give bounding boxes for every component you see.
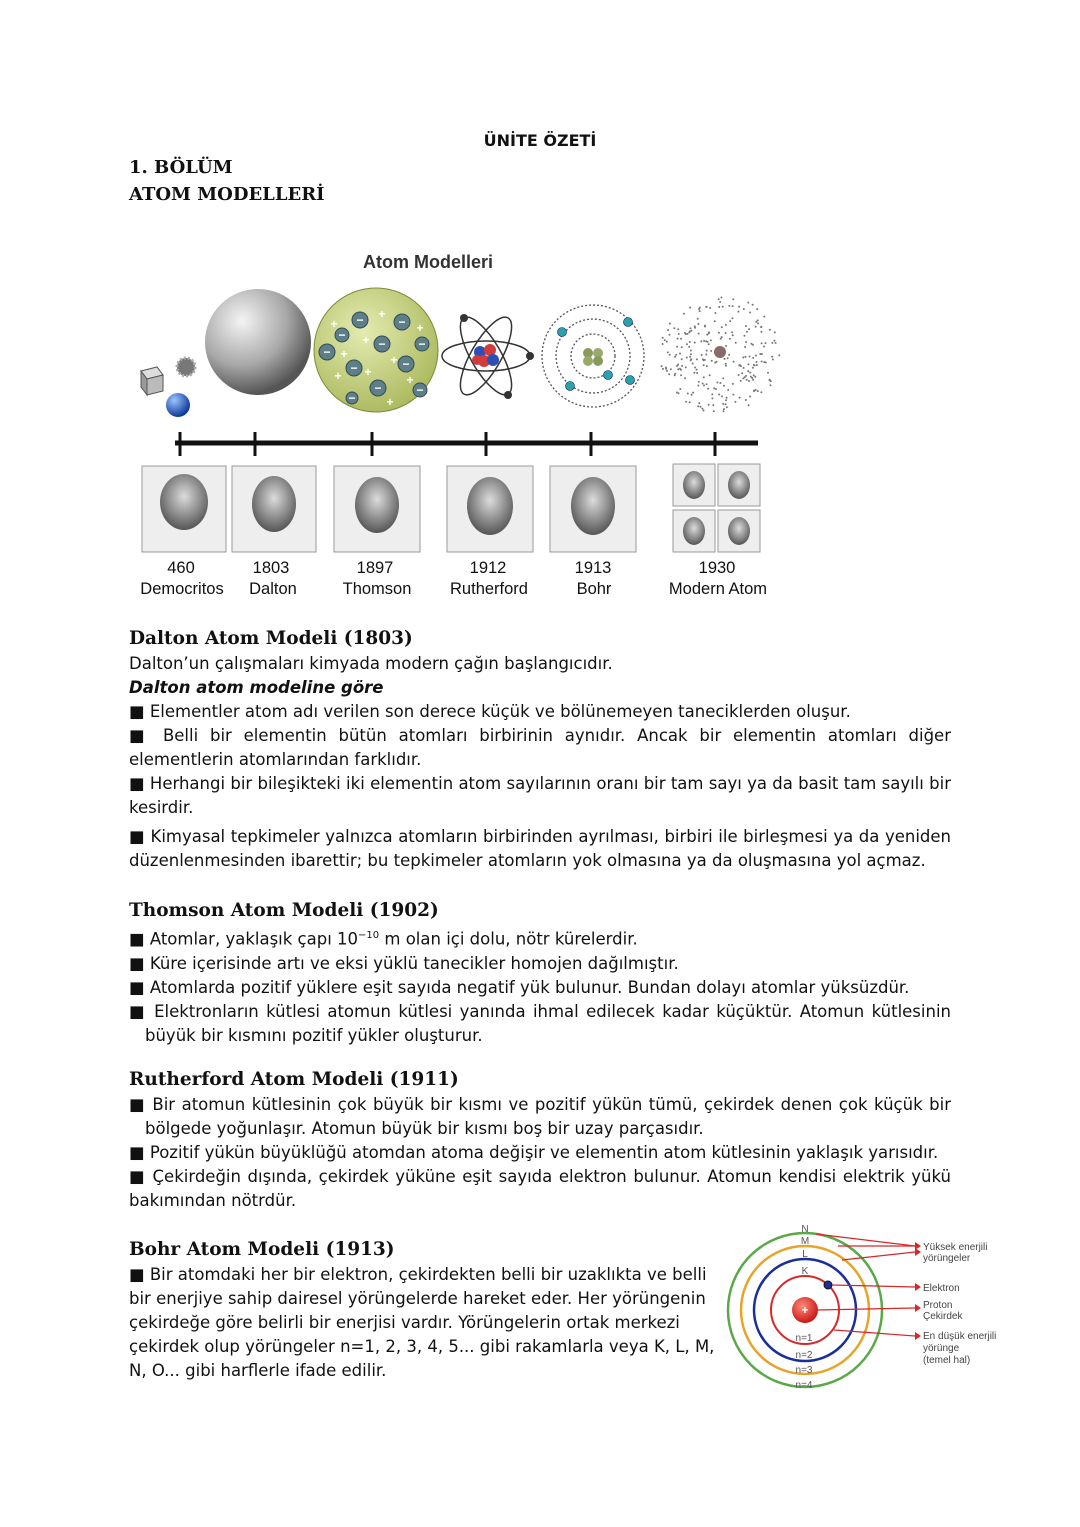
bohr-model	[542, 305, 644, 407]
dalton-intro: Dalton’un çalışmaları kimyada modern çağın başlangıcıdır.	[129, 654, 613, 673]
dalton-bullet: ■ Kimyasal tepkimeler yalnızca atomların birbirinden ayrılması, birbiri ile birleşmesi ya da yeniden düzenlenmesinden ibarettir; bu tepkimeler atomların yok olmasına ya da oluşmasına yol açmaz.	[129, 827, 951, 870]
svg-text:yörüngeler: yörüngeler	[923, 1253, 971, 1264]
svg-text:−: −	[323, 345, 331, 359]
svg-text:−: −	[402, 357, 410, 371]
rutherford-heading: Rutherford Atom Modeli (1911)	[129, 1069, 459, 1090]
timeline-name: Modern Atom	[668, 580, 768, 598]
chapter-number: 1. BÖLÜM	[129, 157, 233, 178]
svg-text:n=4: n=4	[795, 1380, 813, 1391]
thomson-bullet: ■ Atomlarda pozitif yüklere eşit sayıda negatif yük bulunur. Bundan dolayı atomlar yüksüzdür.	[129, 977, 910, 997]
timeline-year: 1803	[252, 559, 290, 577]
thomson-model	[314, 288, 438, 412]
democritus-model	[141, 358, 195, 417]
bohr-text-line: N, O... gibi harflerle ifade edilir.	[129, 1361, 387, 1380]
svg-text:−: −	[416, 383, 424, 397]
svg-text:+: +	[416, 321, 424, 335]
svg-text:+: +	[406, 373, 414, 387]
svg-text:Elektron: Elektron	[923, 1283, 960, 1294]
bohr-diagram	[712, 1222, 1012, 1394]
rutherford-bullet: ■ Pozitif yükün büyüklüğü atomdan atoma değişir ve elementin atom kütlesinin yaklaşık yarısıdır.	[129, 1143, 939, 1162]
svg-text:+: +	[362, 333, 370, 347]
svg-text:M: M	[800, 1236, 810, 1247]
timeline-year: 1930	[698, 559, 736, 577]
svg-text:Proton: Proton	[923, 1300, 953, 1311]
thomson-bullet: ■ Elektronların kütlesi atomun kütlesi yanında ihmal edilecek kadar küçüktür. Atomun kütlesinin büyük bir kısmını pozitif yükler oluşturur.	[129, 1001, 951, 1045]
svg-text:+: +	[330, 317, 338, 331]
chapter-title: ATOM MODELLERİ	[129, 184, 325, 205]
dalton-heading: Dalton Atom Modeli (1803)	[129, 628, 413, 649]
svg-text:−: −	[398, 315, 406, 329]
bohr-text-line: bir enerjiye sahip dairesel yörüngelerde hareket eder. Her yörüngenin	[129, 1289, 706, 1308]
timeline-year: 1912	[469, 559, 507, 577]
bohr-text-line: ■ Bir atomdaki her bir elektron, çekirdekten belli bir uzaklıkta ve belli	[129, 1265, 707, 1284]
svg-text:n=2: n=2	[795, 1350, 813, 1361]
thomson-section	[129, 898, 951, 1048]
svg-text:+: +	[340, 347, 348, 361]
dalton-sphere	[205, 289, 311, 395]
svg-text:−: −	[374, 381, 382, 395]
dalton-bullet: ■ Elementler atom adı verilen son derece küçük ve bölünemeyen taneciklerden oluşur.	[129, 702, 851, 721]
svg-text:Çekirdek: Çekirdek	[923, 1311, 963, 1322]
rutherford-bullet: ■ Bir atomun kütlesinin çok büyük bir kısmı ve pozitif yükün tümü, çekirdek denen çok küçük bir bölgede yoğunlaşır. Atomun büyük bir kısmı boş bir uzay parçasıdır.	[129, 1095, 951, 1138]
svg-text:−: −	[378, 337, 386, 351]
atom-models-figure	[120, 240, 800, 620]
timeline-name: Thomson	[342, 580, 412, 598]
svg-text:n=3: n=3	[795, 1365, 813, 1376]
timeline-year: 1897	[356, 559, 394, 577]
modern-atom-model	[661, 297, 781, 413]
portraits	[142, 464, 760, 552]
thomson-bullet: ■ Küre içerisinde artı ve eksi yüklü tanecikler homojen dağılmıştır.	[129, 953, 679, 973]
svg-text:n=1: n=1	[795, 1333, 813, 1344]
timeline-year: 1913	[574, 559, 612, 577]
bohr-heading: Bohr Atom Modeli (1913)	[129, 1239, 395, 1260]
figure-title: Atom Modelleri	[362, 252, 494, 272]
rutherford-section	[129, 1067, 951, 1213]
svg-text:+: +	[390, 353, 398, 367]
svg-text:+: +	[364, 365, 372, 379]
svg-text:yörünge: yörünge	[923, 1343, 960, 1354]
svg-text:N: N	[801, 1224, 809, 1235]
electron	[824, 1281, 832, 1289]
svg-text:+: +	[378, 307, 386, 321]
svg-text:−: −	[350, 361, 358, 375]
bohr-text-line: çekirdek olup yörüngeler n=1, 2, 3, 4, 5... gibi rakamlarla veya K, L, M,	[129, 1337, 715, 1356]
svg-text:−: −	[418, 337, 426, 351]
svg-text:+: +	[801, 1303, 809, 1317]
svg-text:−: −	[338, 328, 346, 342]
svg-text:+: +	[386, 395, 394, 409]
timeline-name: Dalton	[249, 580, 297, 598]
timeline-name: Rutherford	[450, 580, 528, 598]
timeline-name: Bohr	[576, 580, 612, 598]
dalton-bullet: ■ Belli bir elementin bütün atomları birbirinin aynıdır. Ancak bir elementin atomları diğer elementlerin atomlarından farklıdır.	[129, 726, 951, 769]
thomson-heading: Thomson Atom Modeli (1902)	[129, 900, 439, 921]
svg-text:(temel hal): (temel hal)	[923, 1355, 971, 1366]
rutherford-bullet: ■ Çekirdeğin dışında, çekirdek yüküne eşit sayıda elektron bulunur. Atomun kendisi elektrik yükü bakımından nötrdür.	[129, 1167, 951, 1210]
dalton-bullet: ■ Herhangi bir bileşikteki iki elementin atom sayılarının oranı bir tam sayı ya da basit tam sayılı bir kesirdir.	[129, 774, 951, 817]
timeline-year: 460	[167, 559, 195, 577]
unit-title: ÜNİTE ÖZETİ	[483, 131, 597, 150]
timeline-name: Democritos	[140, 580, 224, 598]
svg-text:+: +	[334, 369, 342, 383]
bohr-section	[129, 1237, 719, 1383]
svg-text:En düşük enerjili: En düşük enerjili	[923, 1331, 997, 1342]
svg-text:L: L	[802, 1249, 808, 1260]
svg-text:−: −	[356, 313, 364, 327]
dalton-section	[129, 626, 951, 873]
thomson-bullet: ■ Atomlar, yaklaşık çapı $10^{-10}$ m olan içi dolu, nötr kürelerdir.	[129, 929, 638, 949]
svg-text:K: K	[801, 1266, 809, 1277]
svg-text:Yüksek enerjili: Yüksek enerjili	[923, 1242, 988, 1253]
bohr-text-line: çekirdeğe göre belirli bir enerjisi vardır. Yörüngelerin ortak merkezi	[129, 1313, 680, 1332]
rutherford-model	[442, 310, 534, 401]
dalton-subheading: Dalton atom modeline göre	[129, 678, 384, 697]
svg-text:−: −	[348, 391, 356, 405]
